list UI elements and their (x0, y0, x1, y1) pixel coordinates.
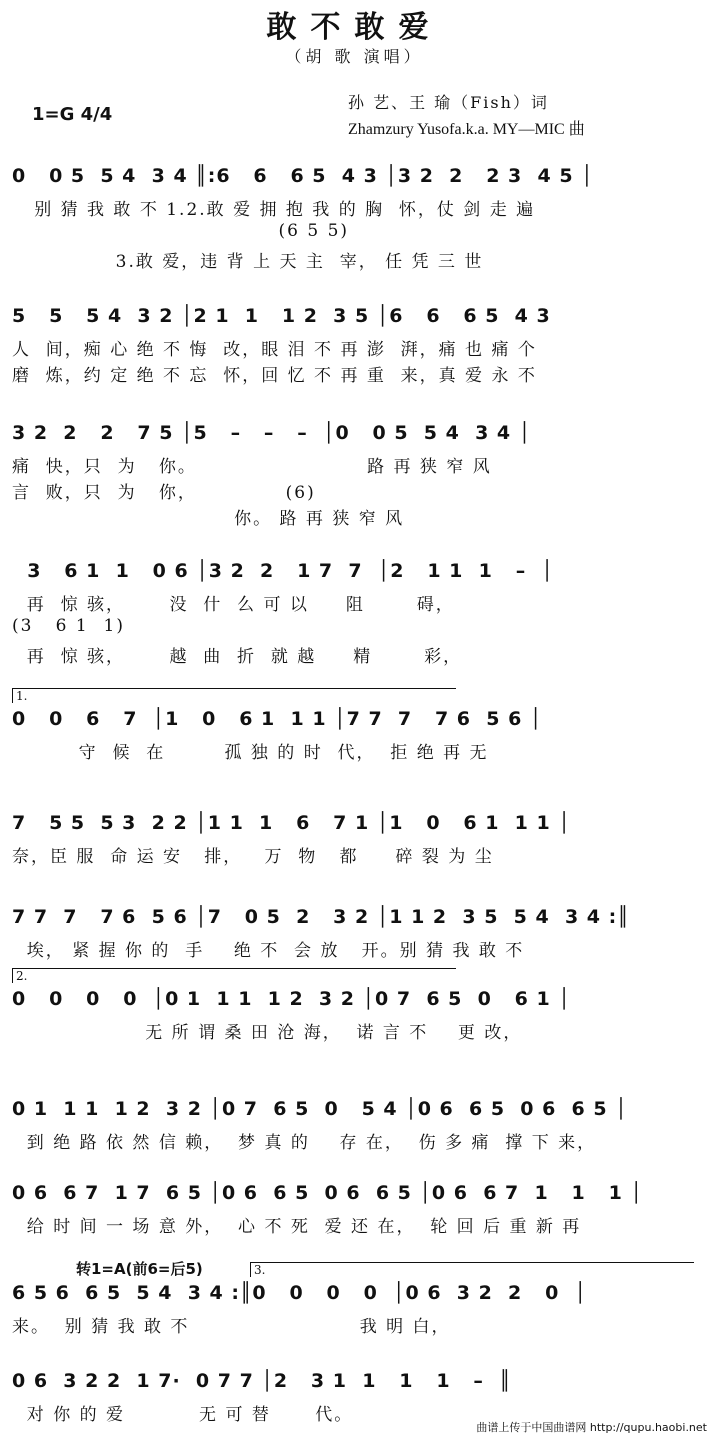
notation-row: 0 6 6 7 1 7 6 5 │0 6 6 5 0 6 6 5 │0 6 6 7 1 1 1 │ (12, 1182, 643, 1204)
lyric-line: (6 5 5) (12, 221, 350, 241)
lyric-line: 再 惊 骇， 没 什 么 可 以 阻 碍， (12, 595, 455, 615)
watermark: 曲谱上传于中国曲谱网 http://qupu.haobi.net (476, 1421, 707, 1434)
song-title: 敢不敢爱 (266, 10, 443, 45)
notation-row: 7 5 5 5 3 2 2 │1 1 1 6 7 1 │1 0 6 1 1 1 │ (12, 812, 571, 834)
lyric-line: 对 你 的 爱 无 可 替 代。 (12, 1405, 354, 1425)
lyric-line: 埃， 紧 握 你 的 手 绝 不 会 放 开。别 猜 我 敢 不 (12, 941, 525, 961)
lyric-line: 守 候 在 孤 独 的 时 代， 拒 绝 再 无 (12, 743, 489, 763)
lyricist-credit: 孙 艺、王 瑜（Fish）词 (348, 93, 549, 112)
notation-row: 0 0 5 5 4 3 4 ║:6 6 6 5 4 3 │3 2 2 2 3 4 5 │ (12, 165, 594, 187)
lyric-line: 再 惊 骇， 越 曲 折 就 越 精 彩， (12, 647, 463, 667)
lyric-line: (3 6 1 1) (12, 616, 125, 636)
lyric-line: 言 败，只 为 你， (6) (12, 483, 316, 503)
composer-credit: Zhamzury Yusofa.k.a. MY—MIC 曲 (348, 121, 585, 138)
lyric-line: 你。 路 再 狭 窄 风 (12, 509, 405, 529)
notation-row: 6 5 6 6 5 5 4 3 4 :║0 0 0 0 │0 6 3 2 2 0 │ (12, 1282, 588, 1304)
notation-row: 0 0 0 0 │0 1 1 1 1 2 3 2 │0 7 6 5 0 6 1 │ (12, 988, 571, 1010)
lyric-line: 来。 别 猜 我 敢 不 我 明 白， (12, 1317, 451, 1337)
lyric-line: 痛 快，只 为 你。 路 再 狭 窄 风 (12, 457, 492, 477)
lyric-line: 到 绝 路 依 然 信 赖， 梦 真 的 存 在， 伤 多 痛 撑 下 来， (12, 1133, 597, 1153)
notation-row: 3 6 1 1 0 6 │3 2 2 1 7 7 │2 1 1 1 – │ (12, 560, 554, 582)
singer-subtitle: （胡 歌 演唱） (285, 47, 424, 66)
notation-row: 7 7 7 7 6 5 6 │7 0 5 2 3 2 │1 1 2 3 5 5 4 3 4 :║ (12, 906, 630, 928)
modulation-note: 转1=A(前6=后5) (76, 1260, 203, 1278)
lyric-line: 给 时 间 一 场 意 外， 心 不 死 爱 还 在， 轮 回 后 重 新 再 (12, 1217, 582, 1237)
lyric-line: 磨 炼，约 定 绝 不 忘 怀，回 忆 不 再 重 来，真 爱 永 不 (12, 366, 537, 386)
lyric-line: 3.敢 爱，违 背 上 天 主 宰， 任 凭 三 世 (12, 252, 484, 272)
lyric-line: 人 间，痴 心 绝 不 悔 改，眼 泪 不 再 澎 湃，痛 也 痛 个 (12, 340, 537, 360)
lyric-line: 无 所 谓 桑 田 沧 海， 诺 言 不 更 改， (12, 1023, 523, 1043)
notation-row: 0 0 6 7 │1 0 6 1 1 1 │7 7 7 7 6 5 6 │ (12, 708, 543, 730)
lyric-line: 别 猜 我 敢 不 1.2.敢 爱 拥 抱 我 的 胸 怀，仗 剑 走 遍 (12, 200, 536, 220)
notation-row: 5 5 5 4 3 2 │2 1 1 1 2 3 5 │6 6 6 5 4 3 (12, 305, 551, 327)
lyric-line: 奈，臣 服 命 运 安 排， 万 物 都 碎 裂 为 尘 (12, 847, 494, 867)
notation-row: 3 2 2 2 7 5 │5 – – – │0 0 5 5 4 3 4 │ (12, 422, 532, 444)
notation-row: 0 6 3 2 2 1 7· 0 7 7 │2 3 1 1 1 1 – ║ (12, 1370, 512, 1392)
key-signature: 1=G 4/4 (32, 104, 113, 125)
volta-bracket: 1. (12, 688, 456, 703)
notation-row: 0 1 1 1 1 2 3 2 │0 7 6 5 0 5 4 │0 6 6 5 0 6 6 5 │ (12, 1098, 628, 1120)
volta-bracket: 3. (250, 1262, 694, 1277)
volta-bracket: 2. (12, 968, 456, 983)
